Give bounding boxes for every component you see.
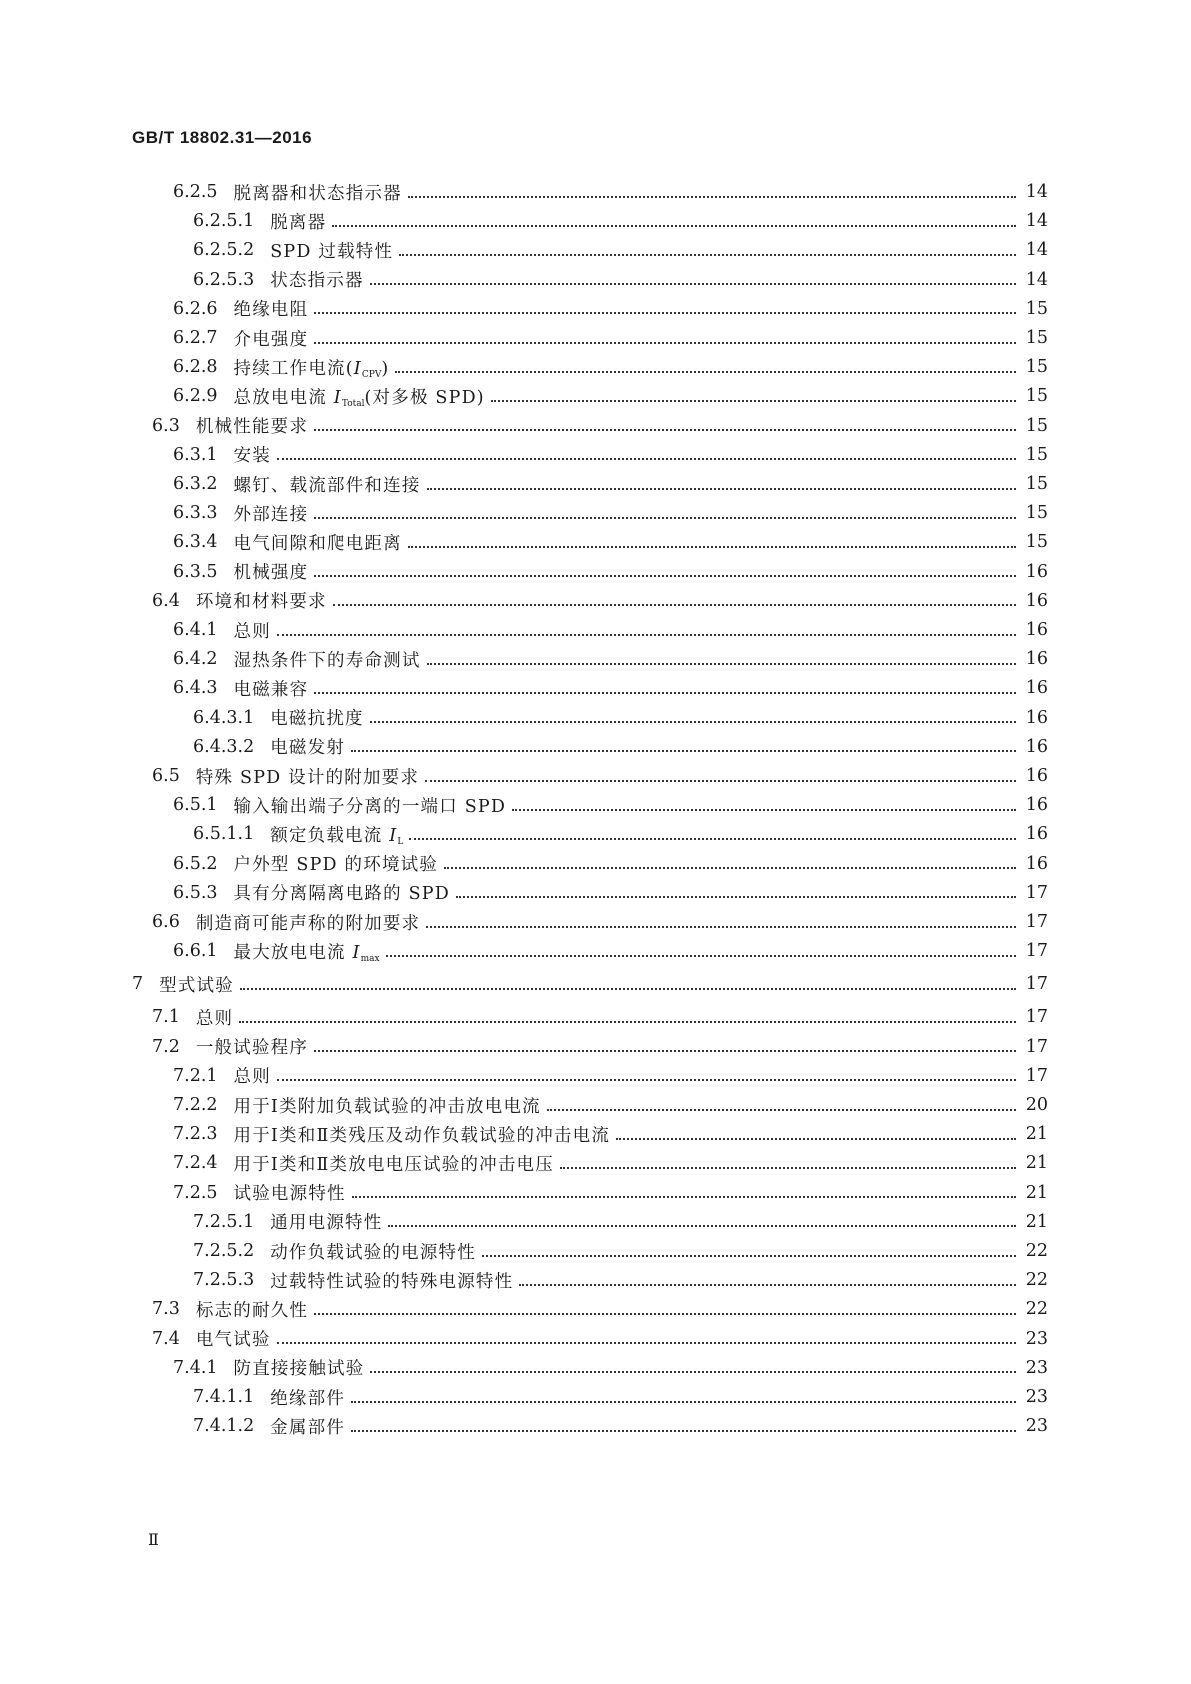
toc-entry-number: 7.2.3 (173, 1124, 218, 1145)
toc-entry-number: 6.2.6 (173, 298, 218, 319)
toc-entry-subscript: Total (341, 398, 365, 409)
toc-entry-number: 6.2.5 (173, 182, 218, 202)
toc-entry-number: 7.2.5.3 (193, 1270, 255, 1291)
toc-leader-dots (370, 1370, 1016, 1373)
toc-leader-dots (482, 1254, 1016, 1257)
toc-leader-dots (370, 282, 1016, 285)
toc-entry-number: 7 (132, 974, 144, 995)
toc-entry[interactable] (0, 1412, 1191, 1440)
toc-entry[interactable] (0, 587, 1191, 615)
toc-entry[interactable] (0, 1354, 1191, 1382)
toc-entry-number: 6.4.3.1 (193, 707, 255, 728)
toc-entry-page: 15 (1025, 474, 1048, 494)
toc-entry-number: 6.2.5.1 (193, 211, 255, 232)
toc-entry-title: 额定负载电流 $I_L$ (270, 825, 404, 847)
toc-entry[interactable] (0, 1266, 1191, 1294)
toc-entry-number: 6.3.4 (173, 532, 218, 553)
toc-entry-title: 总则 (233, 621, 271, 642)
toc-entry[interactable] (0, 937, 1191, 965)
toc-entry-number: 7.2 (152, 1036, 180, 1057)
toc-entry[interactable] (0, 1033, 1191, 1061)
toc-entry[interactable] (0, 1237, 1191, 1265)
toc-entry-title: 具有分离隔离电路的 SPD (233, 884, 450, 905)
toc-leader-dots (547, 1108, 1016, 1111)
toc-entry-number: 7.2.1 (173, 1065, 218, 1086)
toc-leader-dots (408, 545, 1016, 548)
toc-entry-page: 16 (1025, 561, 1048, 582)
toc-entry-page: 17 (1025, 941, 1048, 962)
toc-entry-number: 6.4.1 (173, 620, 218, 640)
toc-entry-title: 湿热条件下的寿命测试 (233, 650, 421, 671)
toc-entry-page: 16 (1025, 853, 1048, 874)
toc-entry-title: 标志的耐久性 (195, 1300, 309, 1321)
toc-entry-page: 14 (1025, 269, 1048, 290)
toc-leader-dots (314, 311, 1016, 314)
toc-entry-symbol: I (389, 825, 398, 846)
toc-entry-title: 制造商可能声称的附加要求 (195, 913, 421, 934)
toc-entry[interactable] (0, 1295, 1191, 1323)
toc-entry-number: 6.5 (152, 766, 180, 786)
toc-entry-title: 机械强度 (233, 563, 309, 584)
toc-entry[interactable] (0, 704, 1191, 732)
toc-entry[interactable] (0, 470, 1191, 498)
toc-entry-page: 16 (1025, 649, 1048, 670)
toc-entry-title: 型式试验 (159, 975, 234, 996)
toc-leader-dots (277, 1078, 1016, 1081)
toc-entry[interactable] (0, 207, 1191, 235)
toc-entry-number: 6.2.9 (173, 386, 218, 407)
toc-entry-number: 7.3 (152, 1299, 180, 1320)
toc-entry-number: 6.4.2 (173, 649, 218, 670)
toc-leader-dots (277, 457, 1016, 460)
toc-entry-page: 15 (1025, 444, 1048, 465)
toc-entry-title: 用于Ⅰ类附加负载试验的冲击放电电流 (233, 1096, 541, 1117)
toc-entry[interactable] (0, 412, 1191, 440)
toc-entry[interactable] (0, 528, 1191, 556)
toc-entry-page: 17 (1025, 882, 1048, 903)
toc-entry-page: 16 (1025, 590, 1048, 611)
toc-entry[interactable] (0, 441, 1191, 469)
toc-entry[interactable] (0, 295, 1191, 323)
toc-entry-number: 6.2.5.2 (193, 240, 255, 261)
toc-leader-dots (395, 370, 1016, 373)
toc-entry-title: 总则 (233, 1067, 271, 1088)
toc-entry-title: 防直接接触试验 (233, 1359, 365, 1380)
toc-entry-page: 15 (1025, 298, 1048, 319)
toc-entry-page: 23 (1025, 1328, 1048, 1349)
toc-entry[interactable] (0, 382, 1191, 410)
toc-entry-title: 机械性能要求 (195, 417, 309, 438)
toc-leader-dots (240, 987, 1016, 990)
toc-leader-dots (388, 1224, 1016, 1227)
toc-leader-dots (560, 1166, 1016, 1169)
toc-entry-page: 16 (1025, 824, 1048, 845)
toc-entry-symbol: I (333, 387, 342, 408)
toc-entry-title: 通用电源特性 (270, 1213, 383, 1234)
toc-entry-title: 绝缘部件 (270, 1388, 346, 1409)
toc-leader-dots (409, 837, 1016, 840)
toc-entry-page: 16 (1025, 736, 1048, 757)
toc-entry-number: 7.2.2 (173, 1095, 218, 1115)
toc-leader-dots (427, 662, 1016, 665)
toc-entry-page: 16 (1025, 620, 1048, 640)
toc-leader-dots (425, 779, 1016, 782)
toc-entry-number: 7.4 (152, 1328, 180, 1349)
toc-entry-page: 15 (1025, 357, 1048, 378)
toc-entry[interactable] (0, 820, 1191, 848)
toc-entry[interactable] (0, 1003, 1191, 1031)
toc-entry-number: 7.4.1.2 (193, 1416, 255, 1437)
toc-entry-subscript: CPV (361, 369, 382, 380)
toc-entry-subscript: max (360, 953, 380, 964)
toc-leader-dots (351, 1400, 1016, 1403)
toc-entry-number: 7.2.5 (173, 1182, 218, 1203)
toc-leader-dots (512, 808, 1016, 811)
toc-leader-dots (616, 1137, 1016, 1140)
toc-entry[interactable] (0, 908, 1191, 936)
toc-leader-dots (277, 1341, 1016, 1344)
toc-leader-dots (332, 224, 1016, 227)
toc-entry[interactable] (0, 558, 1191, 586)
toc-entry-title: 介电强度 (233, 329, 309, 350)
toc-entry-title: 持续工作电流$(I_{CPV})$ (233, 358, 390, 380)
toc-entry-number: 6.3.5 (173, 561, 218, 582)
toc-entry-page: 22 (1025, 1241, 1048, 1261)
toc-entry-title: 总则 (195, 1008, 234, 1029)
toc-entry-symbol: I (352, 942, 361, 963)
toc-entry-title: 电磁发射 (270, 738, 346, 759)
toc-entry[interactable] (0, 1120, 1191, 1148)
toc-leader-dots (333, 603, 1016, 606)
toc-entry-title: 外部连接 (233, 504, 309, 525)
toc-entry-page: 21 (1025, 1124, 1048, 1145)
toc-leader-dots (426, 925, 1016, 928)
toc-entry-page: 22 (1025, 1299, 1048, 1320)
toc-entry[interactable] (0, 674, 1191, 702)
toc-leader-dots (239, 1020, 1016, 1023)
toc-entry-title: 环境和材料要求 (195, 592, 327, 613)
toc-entry-title: 电气试验 (195, 1330, 271, 1351)
toc-leader-dots (314, 1312, 1016, 1315)
toc-entry-number: 6.3.1 (173, 444, 218, 465)
toc-leader-dots (314, 1049, 1016, 1052)
toc-entry-title: 电磁兼容 (233, 679, 309, 700)
toc-entry[interactable] (0, 1208, 1191, 1236)
toc-entry[interactable] (0, 645, 1191, 673)
toc-entry-page: 14 (1025, 211, 1048, 232)
toc-entry-page: 23 (1025, 1387, 1048, 1407)
toc-entry-number: 7.2.5.1 (193, 1211, 255, 1232)
toc-entry-number: 7.1 (152, 1007, 180, 1028)
toc-entry-title: SPD 过载特性 (270, 241, 394, 262)
toc-entry-page: 14 (1025, 182, 1048, 202)
toc-entry-title: 金属部件 (270, 1417, 346, 1438)
document-id-header: GB/T 18802.31—2016 (132, 128, 313, 147)
toc-leader-dots (277, 633, 1016, 636)
toc-entry-title: 脱离器和状态指示器 (233, 183, 402, 204)
toc-entry-number: 7.4.1 (173, 1357, 218, 1378)
toc-entry-page: 15 (1025, 532, 1048, 553)
page-number-footer: Ⅱ (148, 1530, 159, 1549)
toc-entry[interactable] (0, 266, 1191, 294)
toc-entry[interactable] (0, 791, 1191, 819)
toc-entry-number: 7.4.1.1 (193, 1387, 255, 1407)
toc-leader-dots (314, 516, 1016, 519)
toc-leader-dots (444, 866, 1016, 869)
toc-entry-number: 6.3.3 (173, 503, 218, 524)
toc-entry-title: 输入输出端子分离的一端口 SPD (233, 796, 507, 817)
toc-entry-title: 螺钉、载流部件和连接 (233, 475, 421, 496)
toc-entry-page: 15 (1025, 415, 1048, 436)
toc-entry[interactable] (0, 178, 1191, 206)
toc-entry-title: 一般试验程序 (195, 1038, 309, 1059)
toc-entry-page: 21 (1025, 1211, 1048, 1232)
toc-entry-number: 6.6 (152, 912, 180, 932)
toc-entry-page: 17 (1025, 1036, 1048, 1057)
toc-entry-page: 17 (1025, 912, 1048, 932)
toc-entry[interactable] (0, 762, 1191, 790)
toc-leader-dots (314, 428, 1016, 431)
toc-entry[interactable] (0, 1091, 1191, 1119)
toc-entry-number: 6.2.8 (173, 357, 218, 378)
toc-leader-dots (456, 895, 1016, 898)
toc-entry-number: 6.2.7 (173, 328, 218, 348)
toc-entry-title: 脱离器 (270, 212, 327, 233)
toc-entry-title: 最大放电电流 $I_{max}$ (233, 942, 380, 964)
toc-entry-page: 14 (1025, 240, 1048, 261)
toc-entry-subscript: L (397, 836, 404, 847)
toc-entry[interactable] (0, 616, 1191, 644)
toc-entry-page: 15 (1025, 503, 1048, 524)
toc-entry-title: 用于Ⅰ类和Ⅱ类放电电压试验的冲击电压 (233, 1154, 554, 1175)
toc-entry-number: 7.2.4 (173, 1153, 218, 1174)
toc-entry[interactable] (0, 236, 1191, 264)
toc-entry-symbol: I (353, 358, 362, 379)
toc-leader-dots (386, 954, 1016, 957)
toc-entry-title: 户外型 SPD 的环境试验 (233, 855, 439, 876)
toc-entry-page: 21 (1025, 1153, 1048, 1174)
toc-entry-page: 16 (1025, 766, 1048, 786)
toc-entry[interactable] (0, 1383, 1191, 1411)
toc-entry[interactable] (0, 1179, 1191, 1207)
toc-entry[interactable] (0, 353, 1191, 381)
toc-entry-title: 电气间隙和爬电距离 (233, 533, 402, 554)
toc-entry-page: 21 (1025, 1182, 1048, 1203)
toc-entry[interactable] (0, 850, 1191, 878)
toc-entry[interactable] (0, 499, 1191, 527)
toc-entry-number: 6.3 (152, 415, 180, 436)
toc-entry-number: 6.3.2 (173, 474, 218, 494)
toc-entry-number: 6.4 (152, 590, 180, 611)
toc-leader-dots (408, 195, 1016, 198)
toc-leader-dots (351, 749, 1016, 752)
toc-entry-number: 6.5.1.1 (193, 824, 255, 845)
toc-leader-dots (314, 691, 1016, 694)
toc-entry-page: 16 (1025, 678, 1048, 699)
toc-entry-title: 试验电源特性 (233, 1184, 346, 1205)
toc-entry-number: 6.4.3.2 (193, 736, 255, 757)
toc-entry[interactable] (0, 1149, 1191, 1177)
toc-entry-title: 电磁抗扰度 (270, 709, 364, 730)
toc-entry[interactable] (0, 1062, 1191, 1090)
toc-entry-number: 6.6.1 (173, 941, 218, 962)
toc-entry-title: 特殊 SPD 设计的附加要求 (195, 767, 420, 788)
toc-entry-number: 6.5.1 (173, 795, 218, 816)
toc-leader-dots (491, 399, 1016, 402)
toc-entry-page: 22 (1025, 1270, 1048, 1291)
toc-entry-page: 17 (1025, 1007, 1048, 1028)
toc-entry-page: 15 (1025, 386, 1048, 407)
toc-entry-title: 用于Ⅰ类和Ⅱ类残压及动作负载试验的冲击电流 (233, 1125, 611, 1146)
toc-entry[interactable] (0, 970, 1191, 998)
toc-leader-dots (351, 1429, 1016, 1432)
toc-entry-page: 16 (1025, 707, 1048, 728)
toc-leader-dots (370, 720, 1016, 723)
toc-leader-dots (399, 253, 1016, 256)
toc-leader-dots (314, 341, 1016, 344)
toc-entry-number: 6.5.3 (173, 882, 218, 903)
toc-entry-title: 绝缘电阻 (233, 300, 309, 321)
toc-entry-number: 7.2.5.2 (193, 1241, 255, 1261)
toc-entry-title: 动作负载试验的电源特性 (270, 1242, 476, 1263)
toc-entry-page: 17 (1025, 1065, 1048, 1086)
toc-entry-page: 17 (1025, 974, 1048, 995)
toc-entry-title: 安装 (233, 446, 271, 467)
toc-entry[interactable] (0, 733, 1191, 761)
toc-leader-dots (519, 1283, 1016, 1286)
toc-leader-dots (352, 1195, 1016, 1198)
toc-entry-title: 状态指示器 (270, 271, 364, 292)
toc-entry-title: 过载特性试验的特殊电源特性 (270, 1271, 514, 1292)
toc-entry-number: 6.4.3 (173, 678, 218, 699)
toc-leader-dots (427, 487, 1016, 490)
toc-entry-page: 16 (1025, 795, 1048, 816)
toc-entry[interactable] (0, 879, 1191, 907)
toc-entry-page: 20 (1025, 1095, 1048, 1115)
toc-leader-dots (314, 574, 1016, 577)
toc-entry-title: 总放电电流 $I_{Total}$(对多极 SPD) (233, 387, 485, 409)
toc-entry[interactable] (0, 324, 1191, 352)
toc-entry-number: 6.2.5.3 (193, 269, 255, 290)
toc-entry[interactable] (0, 1325, 1191, 1353)
toc-entry-page: 23 (1025, 1357, 1048, 1378)
toc-entry-number: 6.5.2 (173, 853, 218, 874)
toc-entry-page: 15 (1025, 328, 1048, 348)
toc-entry-page: 23 (1025, 1416, 1048, 1437)
